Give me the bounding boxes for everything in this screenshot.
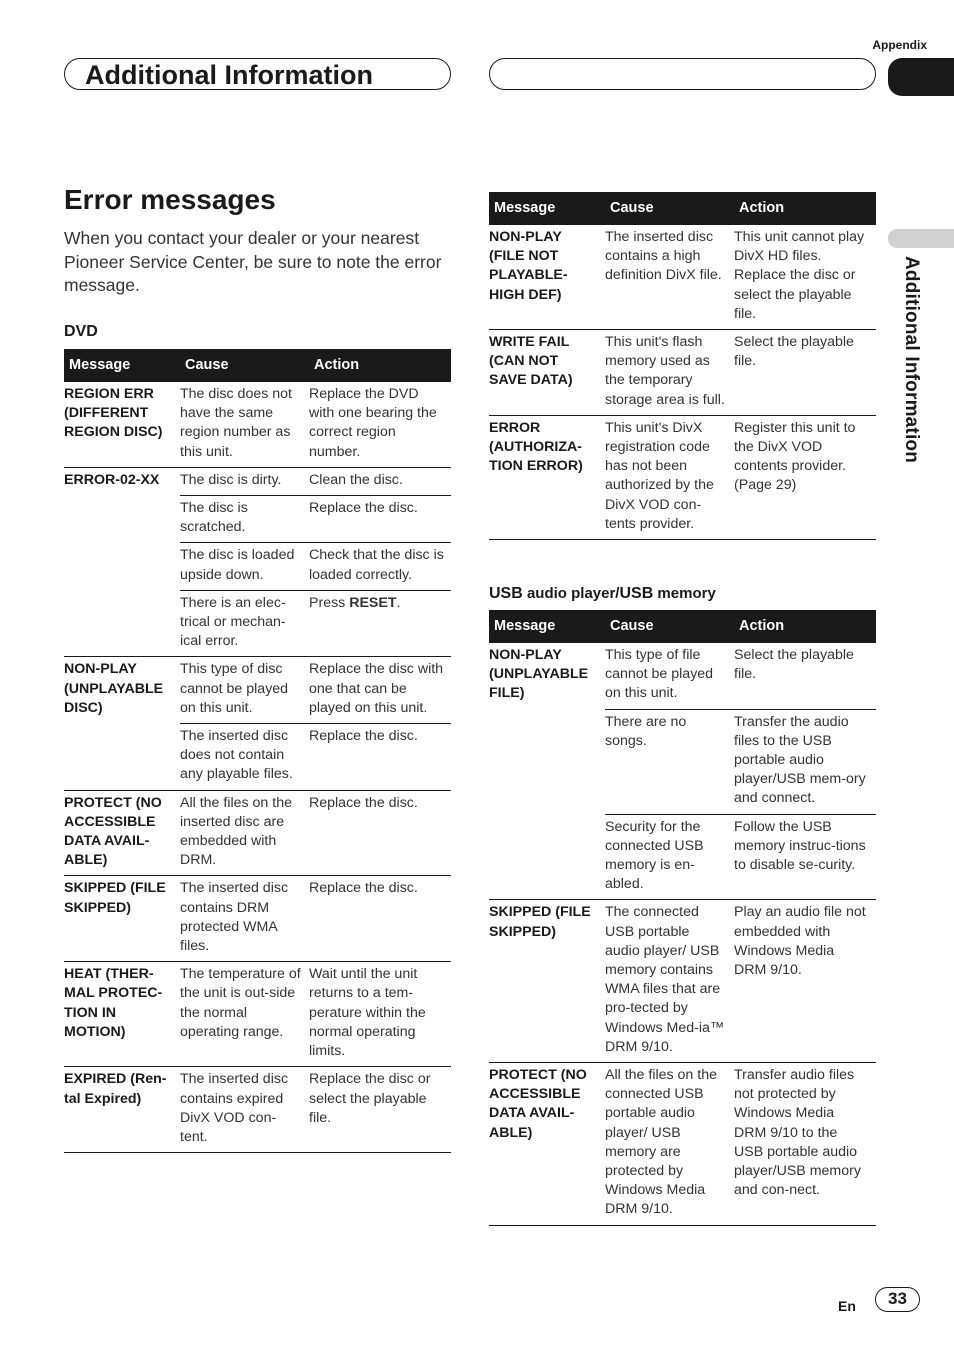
message-cell: SKIPPED (FILE SKIPPED) [64,876,180,962]
cause-cell: The inserted disc does not contain any playable files. [180,724,309,791]
table-row [489,709,876,814]
column-header-action: Action [309,349,451,382]
action-cell: Select the playable file. [734,330,876,416]
action-cell: Check that the disc is loaded correctly. [309,543,451,590]
table-row [64,382,451,467]
table-row [489,225,876,330]
column-header-cause: Cause [180,349,309,382]
reset-button-label: RESET [349,594,397,611]
action-cell: Replace the disc. [309,790,451,876]
message-cell: ERROR-02-XX [64,471,160,488]
section-black-tab [888,58,954,96]
cause-cell: The inserted disc contains a high definition DivX file. [605,225,734,330]
table-row [64,496,451,543]
action-text: . [396,594,401,611]
action-cell: Clean the disc. [309,467,451,495]
divx-error-table [489,192,876,540]
message-cell: NON-PLAY (FILE NOT PLAYABLE-HIGH DEF) [489,225,605,330]
table-row [489,643,876,709]
side-tab-label: Additional Information [901,256,922,464]
page-title: Error messages [64,184,276,215]
column-header-cause: Cause [605,192,734,225]
appendix-label: Appendix [872,38,927,52]
action-cell: Wait until the unit returns to a tem-perature within the normal operating limits. [309,962,451,1067]
table-header-row [489,610,876,643]
cause-cell: All the files on the connected USB portable audio player/ USB memory are protected by Windows Media DRM 9/10. [605,1063,734,1226]
action-text: Press [309,594,350,611]
section-grey-tab [888,229,954,248]
cause-cell: The disc is dirty. [180,467,309,495]
intro-text: When you contact your dealer or your nearest Pioneer Service Center, be sure to note the error message. [64,228,442,295]
cause-cell: The disc is loaded upside down. [180,543,309,590]
action-cell: This unit cannot play DivX HD files. Replace the disc or select the playable file. [734,225,876,330]
message-cell: NON-PLAY (UNPLAYABLE FILE) [489,647,589,702]
table-row [64,876,451,962]
usb-heading [489,585,716,603]
column-header-action: Action [734,192,876,225]
column-header-action: Action [734,610,876,643]
table-row [64,790,451,876]
table-row [64,590,451,657]
action-cell: Select the playable file. [734,643,876,709]
action-cell: Play an audio file not embedded with Windows Media DRM 9/10. [734,900,876,1063]
cause-cell: The disc is scratched. [180,496,309,543]
message-cell [64,543,180,590]
message-cell [64,590,180,657]
message-cell: HEAT (THER-MAL PROTEC-TION IN MOTION) [64,962,180,1067]
message-cell: ERROR (AUTHORIZA-TION ERROR) [489,415,605,539]
action-cell: Follow the USB memory instruc-tions to disable se-curity. [734,814,876,900]
language-label: En [838,1298,856,1314]
cause-cell: All the files on the inserted disc are embedded with DRM. [180,790,309,876]
cause-cell: The inserted disc contains DRM protected WMA files. [180,876,309,962]
message-cell [489,709,605,814]
message-cell: NON-PLAY (UNPLAYABLE DISC) [64,661,164,716]
action-cell: Register this unit to the DivX VOD contents provider. (Page 29) [734,415,876,539]
action-cell: Replace the disc with one that can be played on this unit. [309,657,451,724]
table-row [489,1063,876,1226]
action-cell: Transfer audio files not protected by Windows Media DRM 9/10 to the USB portable audio player/USB memory and con-nect. [734,1063,876,1226]
action-cell [309,590,451,657]
action-cell: Replace the disc. [309,724,451,791]
table-row [64,962,451,1067]
cause-cell: There is an elec-trical or mechan-ical error. [180,590,309,657]
cause-cell: Security for the connected USB memory is en-abled. [605,814,734,900]
table-row [489,330,876,416]
action-cell: Replace the disc. [309,876,451,962]
action-cell: Transfer the audio files to the USB portable audio player/USB mem-ory and connect. [734,709,876,814]
dvd-heading: DVD [64,323,98,340]
action-cell: Replace the disc or select the playable file. [309,1067,451,1153]
header-title: Additional Information [85,60,373,90]
usb-heading-part: audio player/ [522,585,620,602]
page-number: 33 [875,1287,920,1312]
message-cell [489,814,605,900]
message-cell: PROTECT (NO ACCESSIBLE DATA AVAIL-ABLE) [489,1063,605,1226]
table-row [64,724,451,791]
cause-cell: This type of disc cannot be played on this unit. [180,657,309,724]
cause-cell: This unit's DivX registration code has not been authorized by the DivX VOD con-tents provider. [605,415,734,539]
message-cell: REGION ERR (DIFFERENT REGION DISC) [64,382,180,467]
message-cell [64,496,180,543]
dvd-error-table [64,349,451,1153]
column-header-cause: Cause [605,610,734,643]
usb-heading-part: memory [653,585,716,602]
table-row [489,814,876,900]
usb-heading-part: USB [619,585,654,602]
table-row [64,543,451,590]
cause-cell: The connected USB portable audio player/ USB memory contains WMA files that are pro-tected by Windows Med-ia™ DRM 9/10. [605,900,734,1063]
column-header-message: Message [64,349,180,382]
table-row [489,415,876,539]
message-cell: WRITE FAIL (CAN NOT SAVE DATA) [489,330,605,416]
action-cell: Replace the disc. [309,496,451,543]
table-row [64,1067,451,1153]
message-cell: EXPIRED (Ren-tal Expired) [64,1067,180,1153]
message-cell [64,724,180,791]
message-cell: SKIPPED (FILE SKIPPED) [489,900,605,1063]
table-row [64,467,451,495]
cause-cell: This unit's flash memory used as the temporary storage area is full. [605,330,734,416]
cause-cell: The temperature of the unit is out-side the normal operating range. [180,962,309,1067]
cause-cell: The inserted disc contains expired DivX VOD con-tent. [180,1067,309,1153]
usb-error-table [489,610,876,1226]
cause-cell: There are no songs. [605,709,734,814]
table-header-row [489,192,876,225]
table-row [489,900,876,1063]
column-header-message: Message [489,192,605,225]
cause-cell: This type of file cannot be played on this unit. [605,643,734,709]
message-cell: PROTECT (NO ACCESSIBLE DATA AVAIL-ABLE) [64,790,180,876]
header-empty-box [489,58,876,90]
table-row [64,657,451,724]
table-header-row [64,349,451,382]
action-cell: Replace the DVD with one bearing the correct region number. [309,382,451,467]
cause-cell: The disc does not have the same region number as this unit. [180,382,309,467]
header-title-box [64,58,451,90]
column-header-message: Message [489,610,605,643]
usb-heading-part: USB [489,585,523,602]
